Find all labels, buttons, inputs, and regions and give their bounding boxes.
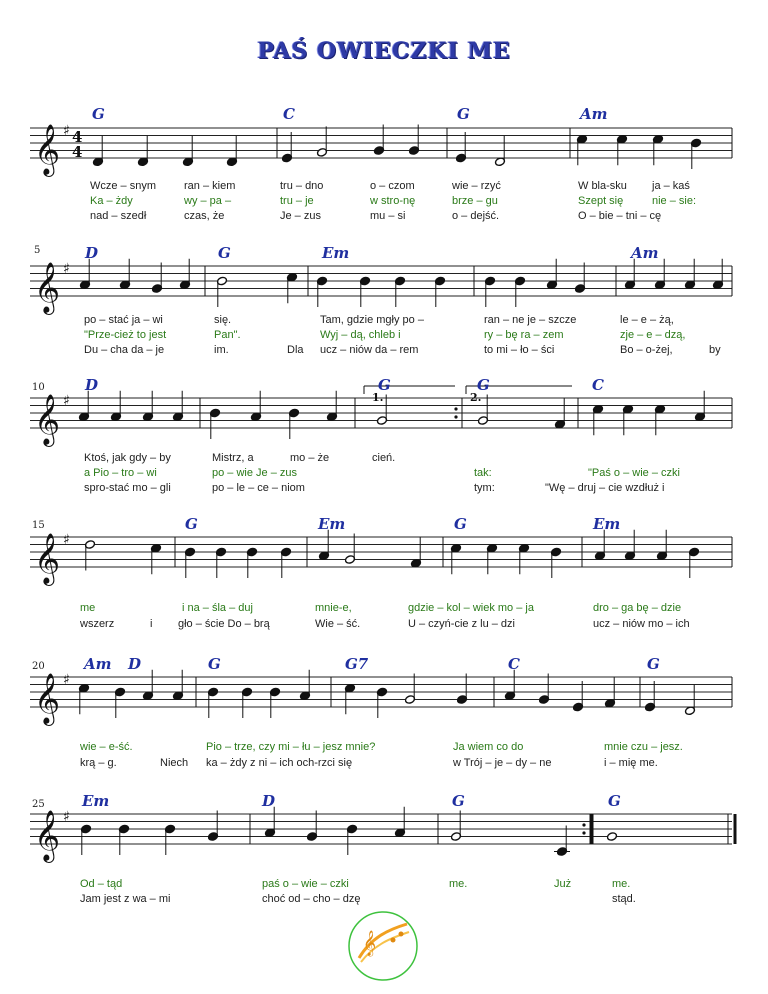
treble-clef-icon: 𝄞 bbox=[34, 394, 61, 445]
lyric-line: Dla bbox=[287, 344, 304, 356]
lyric-line: im. bbox=[214, 344, 229, 356]
lyric-line: ucz – niów da – rem bbox=[320, 344, 419, 356]
lyric-line: me bbox=[80, 602, 96, 614]
lyric-line: gdzie – kol – wiek mo – ja bbox=[408, 602, 534, 614]
lyric-line: mu – si bbox=[370, 210, 406, 222]
lyric-line: gło – ście Do – brą bbox=[178, 618, 270, 630]
lyric-line: O – bie – tni – cę bbox=[578, 210, 662, 222]
treble-clef-icon: 𝄞 bbox=[34, 810, 61, 861]
lyric-line: tym: bbox=[474, 482, 495, 494]
lyric-line: i na – śla – duj bbox=[182, 602, 253, 614]
lyric-line: ry – bę ra – zem bbox=[484, 329, 564, 341]
repeat-dot bbox=[454, 415, 457, 418]
chord-label: G bbox=[457, 105, 470, 123]
lyric-line: Szept się bbox=[578, 195, 624, 207]
lyric-line: nad – szedł bbox=[90, 210, 147, 222]
key-signature-sharp-icon: ♯ bbox=[63, 123, 70, 139]
lyric-line: wie – e-ść. bbox=[80, 741, 133, 753]
chord-label: G bbox=[452, 792, 465, 810]
lyric-line: się. bbox=[214, 314, 232, 326]
lyric-line: Ktoś, jak gdy – by bbox=[84, 452, 171, 464]
lyric-line: Wcze – snym bbox=[90, 180, 157, 192]
chord-label: C bbox=[508, 655, 520, 673]
lyric-line: o – czom bbox=[370, 180, 415, 192]
lyric-line: brze – gu bbox=[452, 195, 498, 207]
chord-label: C bbox=[592, 376, 604, 394]
lyric-line: i – mię me. bbox=[604, 757, 658, 769]
lyric-line: Pio – trze, czy mi – łu – jesz mnie? bbox=[206, 741, 376, 753]
lyric-line: czas, że bbox=[184, 210, 225, 222]
lyric-line: "Paś o – wie – czki bbox=[588, 467, 680, 479]
lyric-line: ran – ne je – szcze bbox=[484, 314, 577, 326]
key-signature-sharp-icon: ♯ bbox=[63, 532, 70, 548]
chord-label: C bbox=[283, 105, 295, 123]
time-signature-top: 4 bbox=[72, 128, 83, 146]
key-signature-sharp-icon: ♯ bbox=[63, 261, 70, 277]
treble-clef-icon: 𝄞 bbox=[34, 124, 61, 175]
lyric-line: ucz – niów mo – ich bbox=[593, 618, 690, 630]
note-head bbox=[607, 832, 618, 842]
lyric-line: Jam jest z wa – mi bbox=[80, 893, 171, 905]
lyric-line: spro-stać mo – gli bbox=[84, 482, 171, 494]
chord-label: G bbox=[378, 376, 391, 394]
song-title: PAŚ OWIECZKI ME bbox=[257, 38, 511, 64]
chord-label: G bbox=[608, 792, 621, 810]
lyric-line: Du – cha da – je bbox=[84, 344, 165, 356]
lyric-line: ka – żdy z ni – ich och-rzci się bbox=[206, 757, 353, 769]
chord-label: Em bbox=[318, 515, 346, 533]
lyric-line: Od – tąd bbox=[80, 878, 123, 890]
chord-label: Am bbox=[631, 244, 659, 262]
chord-label: D bbox=[262, 792, 276, 810]
lyric-line: w stro-nę bbox=[370, 195, 416, 207]
lyric-line: ran – kiem bbox=[184, 180, 236, 192]
lyric-line: wszerz bbox=[80, 618, 115, 630]
lyric-line: mnie-e, bbox=[315, 602, 352, 614]
lyric-line: w Trój – je – dy – ne bbox=[453, 757, 552, 769]
lyric-line: cień. bbox=[372, 452, 396, 464]
lyric-line: Tam, gdzie mgły po – bbox=[320, 314, 424, 326]
measure-number: 10 bbox=[32, 382, 45, 393]
chord-label: Em bbox=[82, 792, 110, 810]
repeat-dot bbox=[454, 407, 457, 410]
chord-label: G bbox=[477, 376, 490, 394]
treble-clef-icon: 𝄞 bbox=[34, 533, 61, 584]
chord-label: G bbox=[92, 105, 105, 123]
lyric-line: U – czyń-cie z lu – dzi bbox=[408, 618, 515, 630]
repeat-dot bbox=[582, 831, 585, 834]
measure-number: 20 bbox=[32, 661, 45, 672]
chord-label: G bbox=[454, 515, 467, 533]
lyric-line: Już bbox=[554, 878, 572, 890]
lyric-line: by bbox=[709, 344, 721, 356]
key-signature-sharp-icon: ♯ bbox=[63, 809, 70, 825]
chord-label: G bbox=[218, 244, 231, 262]
music-note-logo bbox=[347, 910, 419, 982]
lyric-line: dro – ga bę – dzie bbox=[593, 602, 682, 614]
chord-label: D bbox=[128, 655, 142, 673]
lyric-line: tru – dno bbox=[280, 180, 324, 192]
lyric-line: Niech bbox=[160, 757, 189, 769]
lyric-line: wy – pa – bbox=[184, 195, 232, 207]
volta-1-label: 1. bbox=[372, 391, 384, 404]
lyric-line: "Wę – druj – cie wzdłuż i bbox=[545, 482, 665, 494]
repeat-dot bbox=[582, 823, 585, 826]
lyric-line: po – stać ja – wi bbox=[84, 314, 163, 326]
lyric-line: o – dejść. bbox=[452, 210, 500, 222]
lyric-line: tru – je bbox=[280, 195, 314, 207]
lyric-line: wie – rzyć bbox=[452, 180, 501, 192]
lyric-line: "Prze-cież to jest bbox=[84, 329, 167, 341]
lyric-line: ja – kaś bbox=[652, 180, 690, 192]
lyric-line: Je – zus bbox=[280, 210, 321, 222]
svg-text:𝄞: 𝄞 bbox=[363, 931, 377, 956]
lyric-line: paś o – wie – czki bbox=[262, 878, 349, 890]
measure-number: 5 bbox=[34, 245, 41, 256]
lyric-line: me. bbox=[612, 878, 631, 890]
lyric-line: le – e – żą, bbox=[620, 314, 674, 326]
chord-label: G bbox=[185, 515, 198, 533]
lyric-line: W bla-sku bbox=[578, 180, 627, 192]
lyric-line: i bbox=[150, 618, 153, 630]
chord-label: G7 bbox=[345, 655, 369, 673]
lyric-line: Bo – o-żej, bbox=[620, 344, 673, 356]
lyric-line: tak: bbox=[474, 467, 492, 479]
chord-label: G bbox=[208, 655, 221, 673]
measure-number: 25 bbox=[32, 799, 45, 810]
lyric-line: Ja wiem co do bbox=[453, 741, 524, 753]
lyric-line: me. bbox=[449, 878, 468, 890]
lyric-line: nie – sie: bbox=[652, 195, 697, 207]
chord-label: Am bbox=[84, 655, 112, 673]
time-signature-bottom: 4 bbox=[72, 143, 83, 161]
lyric-line: Wyj – dą, chleb i bbox=[320, 329, 401, 341]
key-signature-sharp-icon: ♯ bbox=[63, 672, 70, 688]
volta-2-label: 2. bbox=[470, 391, 482, 404]
chord-label: Em bbox=[593, 515, 621, 533]
lyric-line: Mistrz, a bbox=[212, 452, 254, 464]
treble-clef-icon: 𝄞 bbox=[34, 262, 61, 313]
lyric-line: Pan". bbox=[214, 329, 241, 341]
measure-number: 15 bbox=[32, 520, 45, 531]
lyric-line: po – wie Je – zus bbox=[212, 467, 297, 479]
lyric-line: Wie – ść. bbox=[315, 618, 361, 630]
chord-label: Em bbox=[322, 244, 350, 262]
lyric-line: krą – g. bbox=[80, 757, 117, 769]
lyric-line: po – le – ce – niom bbox=[212, 482, 305, 494]
lyric-line: mo – że bbox=[290, 452, 330, 464]
chord-label: G bbox=[647, 655, 660, 673]
lyric-line: zje – e – dzą, bbox=[620, 329, 686, 341]
key-signature-sharp-icon: ♯ bbox=[63, 393, 70, 409]
lyric-line: choć od – cho – dzę bbox=[262, 893, 361, 905]
treble-clef-icon: 𝄞 bbox=[34, 673, 61, 724]
chord-label: Am bbox=[580, 105, 608, 123]
lyric-line: mnie czu – jesz. bbox=[604, 741, 683, 753]
chord-label: D bbox=[85, 376, 99, 394]
lyric-line: a Pio – tro – wi bbox=[84, 467, 157, 479]
lyric-line: Ka – żdy bbox=[90, 195, 133, 207]
lyric-line: to mi – ło – ści bbox=[484, 344, 555, 356]
lyric-line: stąd. bbox=[612, 893, 636, 905]
chord-label: D bbox=[85, 244, 99, 262]
